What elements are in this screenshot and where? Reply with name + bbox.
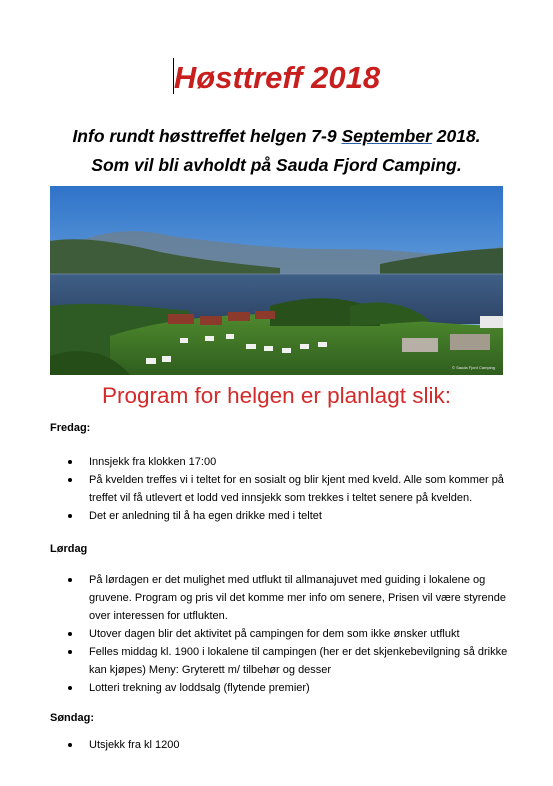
- document-title: [0, 58, 553, 96]
- document-title-text: Høsttreff 2018: [173, 60, 381, 95]
- campsite-photo: [50, 186, 503, 375]
- sondag-list: [50, 736, 510, 754]
- lordag-list: [50, 571, 510, 697]
- list-item: På lørdagen er det mulighet med utflukt til allmanajuvet med guiding i lokalene og gruvene. Program og pris vil det komme mer info om senere, Prisen vil være styrende over interessen for utflukten.: [50, 571, 510, 625]
- list-item: Innsjekk fra klokken 17:00: [50, 453, 510, 471]
- program-heading: Program for helgen er planlagt slik:: [102, 383, 451, 408]
- list-item: Felles middag kl. 1900 i lokalene til campingen (her er det skjenkebevilgning så drikke kan kjøpes) Meny: Gryterett m/ tilbehør og desser: [50, 643, 510, 679]
- list-item: Det er anledning til å ha egen drikke med i teltet: [50, 507, 510, 525]
- list-item: Utsjekk fra kl 1200: [50, 736, 510, 754]
- day-heading-fredag: Fredag:: [50, 422, 91, 434]
- subtitle-line-1: [0, 126, 553, 147]
- photo-credit: © Sauda Fjord Camping: [452, 365, 495, 370]
- list-item: Lotteri trekning av loddsalg (flytende premier): [50, 679, 510, 697]
- day-heading-lordag: Lørdag: [50, 543, 88, 555]
- day-heading-sondag: Søndag:: [50, 712, 94, 724]
- list-item: Utover dagen blir det aktivitet på campingen for dem som ikke ønsker utflukt: [50, 625, 510, 643]
- subtitle-text-year: 2018.: [431, 126, 481, 146]
- fredag-list: [50, 453, 510, 525]
- subtitle-line-2: Som vil bli avholdt på Sauda Fjord Camping.: [91, 155, 462, 175]
- subtitle-text-month: September: [341, 126, 432, 146]
- list-item: På kvelden treffes vi i teltet for en sosialt og blir kjent med kveld. Alle som kommer på treffet vil få utlevert et lodd ved innsjekk som trekkes i teltet senere på kvelden.: [50, 471, 510, 507]
- campsite-photo-graphic: [50, 186, 503, 375]
- subtitle-text-a: Info rundt høsttreffet helgen 7-9: [72, 126, 342, 146]
